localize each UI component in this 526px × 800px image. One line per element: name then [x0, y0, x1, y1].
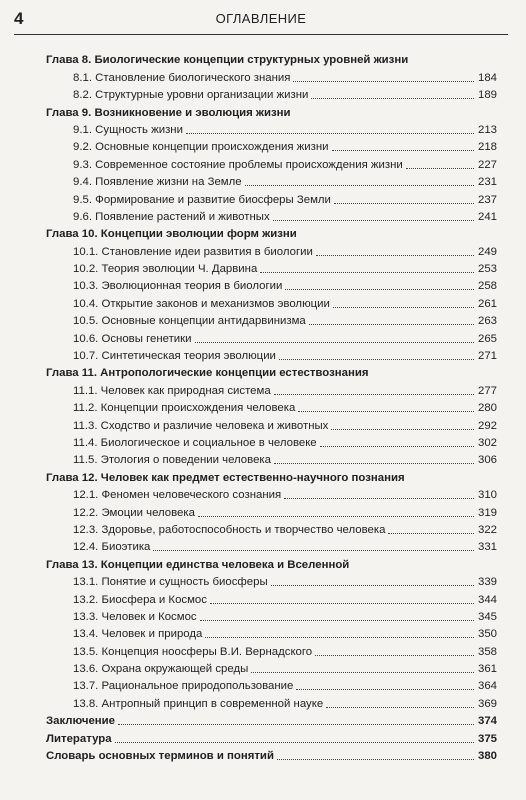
toc-section-row — [46, 485, 497, 502]
toc-chapter-row — [46, 102, 497, 119]
toc-section-row — [46, 415, 497, 432]
toc-entry-title: 13.7. Рациональное природопользование — [73, 680, 294, 693]
toc-chapter-row — [46, 224, 497, 241]
toc-section-row — [46, 537, 497, 554]
toc-entry-title: Глава 10. Концепции эволюции форм жизни — [46, 228, 297, 241]
toc-section-row — [46, 572, 497, 589]
toc-section-row — [46, 502, 497, 519]
toc-entry-title: Глава 12. Человек как предмет естественно-научного познания — [46, 471, 405, 484]
toc-entry-title: Глава 11. Антропологические концепции естествознания — [46, 367, 369, 380]
toc-entry-title: 12.2. Эмоции человека — [73, 506, 195, 519]
toc-entry-title: 10.2. Теория эволюции Ч. Дарвина — [73, 263, 258, 276]
dot-leader — [388, 533, 474, 534]
toc-section-row — [46, 137, 497, 154]
toc-entry-title: 8.2. Структурные уровни организации жизни — [73, 89, 309, 102]
dot-leader — [333, 307, 474, 308]
toc-section-row — [46, 120, 497, 137]
toc-section-row — [46, 450, 497, 467]
dot-leader — [210, 603, 474, 604]
toc-entry-title: 10.4. Открытие законов и механизмов эволюции — [73, 297, 330, 310]
toc-entry-title: 12.1. Феномен человеческого сознания — [73, 489, 282, 502]
toc-page-number: 302 — [477, 436, 497, 449]
toc-page-number: 258 — [477, 280, 497, 293]
toc-section-row — [46, 67, 497, 84]
dot-leader — [274, 463, 474, 464]
toc-section-row — [46, 398, 497, 415]
dot-leader — [153, 550, 474, 551]
toc-page-number: 184 — [477, 71, 497, 84]
dot-leader — [260, 272, 474, 273]
toc-page-number: 375 — [477, 732, 497, 745]
toc-entry-title: Глава 13. Концепции единства человека и Вселенной — [46, 558, 350, 571]
toc-section-row — [46, 433, 497, 450]
dot-leader — [311, 98, 474, 99]
dot-leader — [195, 342, 475, 343]
toc-page-number: 231 — [477, 176, 497, 189]
toc-section-row — [46, 346, 497, 363]
toc-entry-title: 10.7. Синтетическая теория эволюции — [73, 350, 276, 363]
toc-section-row — [46, 328, 497, 345]
toc-section-row — [46, 520, 497, 537]
toc-section-row — [46, 293, 497, 310]
toc-entry-title: 11.1. Человек как природная система — [73, 384, 271, 397]
toc-chapter-row — [46, 728, 497, 745]
toc-page-number: 374 — [477, 715, 497, 728]
toc-page-number: 249 — [477, 245, 497, 258]
toc-entry-title: 9.2. Основные концепции происхождения жизни — [73, 141, 329, 154]
toc-entry-title: 13.3. Человек и Космос — [73, 610, 197, 623]
table-of-contents — [46, 50, 497, 763]
toc-page-number: 350 — [477, 628, 497, 641]
toc-entry-title: 13.6. Охрана окружающей среды — [73, 663, 249, 676]
toc-chapter-row — [46, 746, 497, 763]
page-number: 4 — [14, 9, 24, 28]
toc-entry-title: 9.1. Сущность жизни — [73, 123, 183, 136]
toc-page-number: 306 — [477, 454, 497, 467]
toc-page-number: 364 — [477, 680, 497, 693]
toc-entry-title: 9.3. Современное состояние проблемы происхождения жизни — [73, 158, 403, 171]
dot-leader — [285, 289, 474, 290]
toc-chapter-row — [46, 711, 497, 728]
toc-entry-title: 10.6. Основы генетики — [73, 332, 192, 345]
toc-chapter-row — [46, 554, 497, 571]
dot-leader — [200, 620, 474, 621]
dot-leader — [298, 411, 474, 412]
dot-leader — [251, 672, 474, 673]
toc-page-number: 253 — [477, 263, 497, 276]
dot-leader — [296, 689, 474, 690]
dot-leader — [118, 724, 474, 725]
toc-entry-title: 9.6. Появление растений и животных — [73, 210, 270, 223]
dot-leader — [198, 516, 474, 517]
toc-section-row — [46, 311, 497, 328]
toc-section-row — [46, 241, 497, 258]
toc-page-number: 277 — [477, 384, 497, 397]
dot-leader — [309, 324, 474, 325]
toc-entry-title: 11.2. Концепции происхождения человека — [73, 402, 296, 415]
toc-entry-title: 10.5. Основные концепции антидарвинизма — [73, 315, 306, 328]
toc-section-row — [46, 189, 497, 206]
toc-entry-title: Словарь основных терминов и понятий — [46, 750, 274, 763]
toc-page-number: 331 — [477, 541, 497, 554]
toc-page-number: 322 — [477, 523, 497, 536]
toc-section-row — [46, 172, 497, 189]
toc-entry-title: Глава 9. Возникновение и эволюция жизни — [46, 106, 291, 119]
dot-leader — [332, 150, 474, 151]
dot-leader — [186, 133, 474, 134]
dot-leader — [315, 655, 474, 656]
running-title: ОГЛАВЛЕНИЕ — [215, 11, 307, 26]
dot-leader — [331, 429, 474, 430]
toc-entry-title: Глава 8. Биологические концепции структурных уровней жизни — [46, 54, 409, 67]
page-header — [14, 8, 508, 38]
toc-page-number: 310 — [477, 489, 497, 502]
toc-page-number: 218 — [477, 141, 497, 154]
toc-section-row — [46, 693, 497, 710]
dot-leader — [205, 637, 474, 638]
toc-entry-title: 13.4. Человек и природа — [73, 628, 203, 641]
toc-page-number: 280 — [477, 402, 497, 415]
toc-entry-title: Заключение — [46, 715, 116, 728]
toc-section-row — [46, 85, 497, 102]
header-rule — [14, 34, 508, 35]
dot-leader — [406, 168, 474, 169]
toc-entry-title: 13.1. Понятие и сущность биосферы — [73, 576, 268, 589]
toc-page-number: 189 — [477, 89, 497, 102]
toc-page-number: 319 — [477, 506, 497, 519]
toc-page-number: 345 — [477, 610, 497, 623]
dot-leader — [284, 498, 474, 499]
toc-page-number: 241 — [477, 210, 497, 223]
toc-page-number: 292 — [477, 419, 497, 432]
toc-page-number: 344 — [477, 593, 497, 606]
toc-entry-title: 12.3. Здоровье, работоспособность и творчество человека — [73, 523, 386, 536]
toc-section-row — [46, 607, 497, 624]
dot-leader — [115, 742, 474, 743]
dot-leader — [326, 707, 474, 708]
dot-leader — [316, 255, 474, 256]
toc-entry-title: 8.1. Становление биологического знания — [73, 71, 291, 84]
toc-page-number: 261 — [477, 297, 497, 310]
toc-entry-title: 13.8. Антропный принцип в современной науке — [73, 697, 324, 710]
toc-page-number: 361 — [477, 663, 497, 676]
toc-entry-title: 11.4. Биологическое и социальное в человеке — [73, 436, 317, 449]
toc-chapter-row — [46, 363, 497, 380]
toc-page-number: 213 — [477, 123, 497, 136]
toc-entry-title: 11.5. Этология о поведении человека — [73, 454, 271, 467]
toc-page-number: 237 — [477, 193, 497, 206]
toc-entry-title: 9.4. Появление жизни на Земле — [73, 176, 242, 189]
dot-leader — [320, 446, 474, 447]
toc-page-number: 263 — [477, 315, 497, 328]
dot-leader — [273, 220, 474, 221]
toc-page-number: 369 — [477, 697, 497, 710]
toc-section-row — [46, 207, 497, 224]
dot-leader — [293, 81, 474, 82]
toc-section-row — [46, 641, 497, 658]
toc-entry-title: 12.4. Биоэтика — [73, 541, 151, 554]
dot-leader — [274, 394, 474, 395]
dot-leader — [271, 585, 474, 586]
toc-entry-title: 13.2. Биосфера и Космос — [73, 593, 207, 606]
toc-section-row — [46, 276, 497, 293]
toc-section-row — [46, 380, 497, 397]
toc-page-number: 339 — [477, 576, 497, 589]
toc-entry-title: 13.5. Концепция ноосферы В.И. Вернадского — [73, 645, 313, 658]
toc-entry-title: 10.3. Эволюционная теория в биологии — [73, 280, 283, 293]
toc-section-row — [46, 676, 497, 693]
dot-leader — [279, 359, 474, 360]
toc-section-row — [46, 659, 497, 676]
toc-section-row — [46, 154, 497, 171]
toc-entry-title: 9.5. Формирование и развитие биосферы Земли — [73, 193, 331, 206]
toc-section-row — [46, 589, 497, 606]
toc-entry-title: 10.1. Становление идеи развития в биологии — [73, 245, 313, 258]
toc-page-number: 380 — [477, 750, 497, 763]
toc-page-number: 271 — [477, 350, 497, 363]
toc-page-number: 227 — [477, 158, 497, 171]
toc-page-number: 265 — [477, 332, 497, 345]
dot-leader — [334, 203, 474, 204]
toc-chapter-row — [46, 467, 497, 484]
toc-page-number: 358 — [477, 645, 497, 658]
toc-chapter-row — [46, 50, 497, 67]
toc-section-row — [46, 259, 497, 276]
dot-leader — [277, 759, 474, 760]
toc-entry-title: Литература — [46, 732, 112, 745]
toc-entry-title: 11.3. Сходство и различие человека и животных — [73, 419, 329, 432]
dot-leader — [245, 185, 474, 186]
toc-section-row — [46, 624, 497, 641]
